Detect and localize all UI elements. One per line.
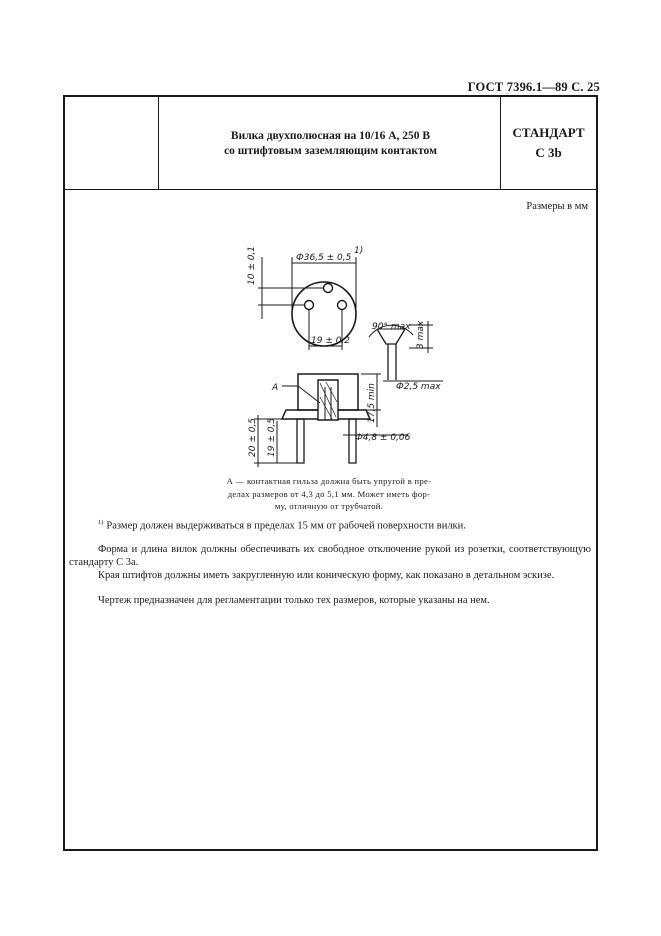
standard-label: СТАНДАРТ xyxy=(512,125,585,140)
earth-pin-hole xyxy=(324,284,333,293)
dim-chamfer: 3 max xyxy=(416,320,426,349)
dim-spacing: 19 ± 0,2 xyxy=(311,336,351,346)
dim-tip: Ф2,5 max xyxy=(396,382,441,392)
dim-diameter: Ф36,5 ± 0,5 xyxy=(296,253,352,263)
footnote-text: Размер должен выдерживаться в пределах 15 мм от рабочей поверхности вилки. xyxy=(106,520,466,532)
page-reference: ГОСТ 7396.1—89 С. 25 xyxy=(467,80,600,94)
paragraph-pin-edges: Края штифтов должны иметь закругленную или коническую форму, как показано в детальном эскизе. xyxy=(98,570,555,581)
paragraph-plug-shape: Форма и длина вилок должны обеспечивать их свободное отключение рукой из розетки, соответствующую стандарту С 3а. xyxy=(69,544,591,568)
footnote xyxy=(98,519,466,532)
dim-min-length: 17,5 min xyxy=(367,383,377,423)
dimensions-note: Размеры в мм xyxy=(526,201,588,212)
caption-line-1: А — контактная гильза должна быть упругой в пре- xyxy=(226,476,432,486)
plug-technical-drawing xyxy=(65,97,596,477)
pin-left xyxy=(297,419,304,463)
dim-height-19: 19 ± 0,5 xyxy=(267,417,277,457)
pin-hole-right xyxy=(338,301,347,310)
drawing-caption xyxy=(218,475,440,513)
dim-height-20: 20 ± 0,5 xyxy=(248,417,258,457)
title-line-1: Вилка двухполюсная на 10/16 А, 250 В xyxy=(230,130,431,142)
paragraph-drawing-scope: Чертеж предназначен для регламентации только тех размеров, которые указаны на нем. xyxy=(98,595,490,606)
caption-line-3: му, отличную от трубчатой. xyxy=(274,501,384,511)
pin-hole-left xyxy=(305,301,314,310)
standard-code: С 3b xyxy=(535,145,562,160)
title-line-2: со штифтовым заземляющим контактом xyxy=(224,145,437,157)
caption-line-2: делах размеров от 4,3 до 5,1 мм. Может иметь фор- xyxy=(227,488,431,499)
standard-sheet-frame xyxy=(63,95,598,851)
dim-pin-diameter: Ф4,8 ± 0,06 xyxy=(355,433,411,443)
dim-diameter-ref: 1) xyxy=(354,246,364,256)
label-a: А xyxy=(272,383,279,393)
dim-angle: 90° max xyxy=(372,322,411,332)
footnote-mark: 1) xyxy=(98,519,104,526)
dim-offset-top: 10 ± 0,1 xyxy=(247,245,257,285)
